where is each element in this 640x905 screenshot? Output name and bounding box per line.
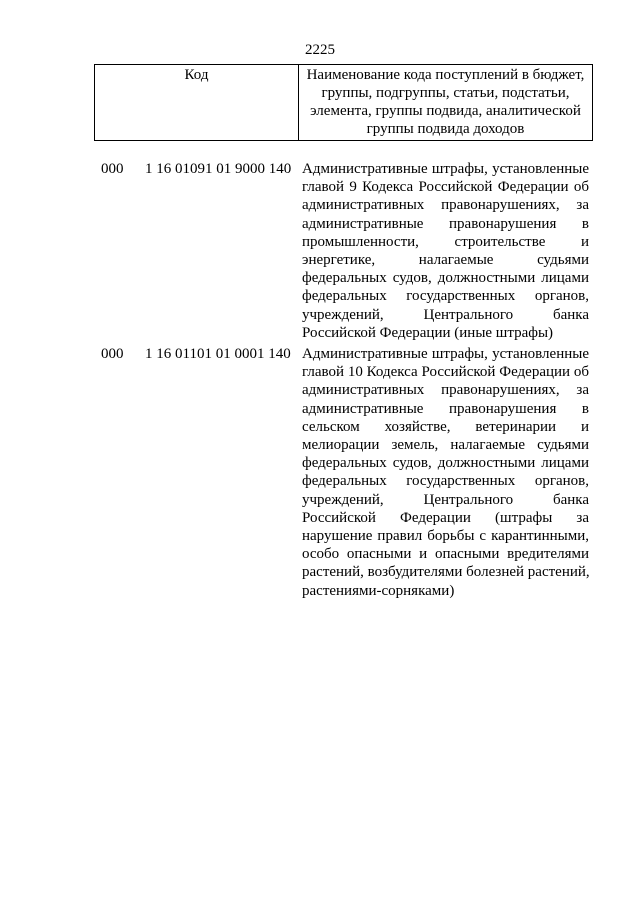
- page-number: 2225: [305, 42, 335, 58]
- description-line: нарушение правил борьбы с карантинными,: [302, 528, 589, 545]
- description-line: Российской Федерации (штрафы за: [302, 509, 589, 526]
- income-code: 1 16 01091 01 9000 140: [145, 161, 292, 177]
- description-line: федеральных судов, должностными лицами: [302, 455, 589, 472]
- header-code-column: Код: [95, 65, 299, 140]
- description-line: учреждений, Центрального банка: [302, 306, 589, 323]
- description-line: Российской Федерации (иные штрафы): [302, 324, 554, 341]
- admin-code: 000: [101, 161, 124, 177]
- description-line: административных правонарушениях, за: [302, 197, 589, 214]
- description-line: растений, возбудителями болезней растений,: [302, 564, 590, 581]
- description-line: федеральных государственных органов,: [302, 288, 589, 305]
- admin-code: 000: [101, 346, 124, 362]
- income-description: [302, 345, 589, 600]
- description-line: особо опасными и опасными вредителями: [302, 546, 589, 563]
- description-line: растениями-сорняками): [302, 582, 455, 599]
- description-line: главой 9 Кодекса Российской Федерации об: [302, 179, 589, 196]
- income-description: [302, 160, 589, 342]
- table-header: [94, 64, 593, 141]
- income-code: 1 16 01101 01 0001 140: [145, 346, 291, 362]
- description-line: сельском хозяйстве, ветеринарии и: [302, 418, 589, 435]
- description-line: мелиорации земель, налагаемые судьями: [302, 437, 589, 454]
- description-line: промышленности, строительстве и: [302, 233, 589, 250]
- description-line: федеральных судов, должностными лицами: [302, 270, 589, 287]
- description-line: административных правонарушениях, за: [302, 382, 589, 399]
- header-name-column: Наименование кода поступлений в бюджет, группы, подгруппы, статьи, подстатьи, элемента, группы подвида, аналитической группы подвида доходов: [306, 67, 585, 137]
- description-line: энергетике, налагаемые судьями: [302, 252, 589, 269]
- description-line: административные правонарушения в: [302, 400, 589, 417]
- description-line: учреждений, Центрального банка: [302, 491, 589, 508]
- description-line: Административные штрафы, установленные: [302, 161, 589, 177]
- description-line: главой 10 Кодекса Российской Федерации об: [302, 364, 589, 381]
- description-line: федеральных государственных органов,: [302, 473, 589, 490]
- description-line: Административные штрафы, установленные: [302, 346, 589, 362]
- description-line: административные правонарушения в: [302, 215, 589, 232]
